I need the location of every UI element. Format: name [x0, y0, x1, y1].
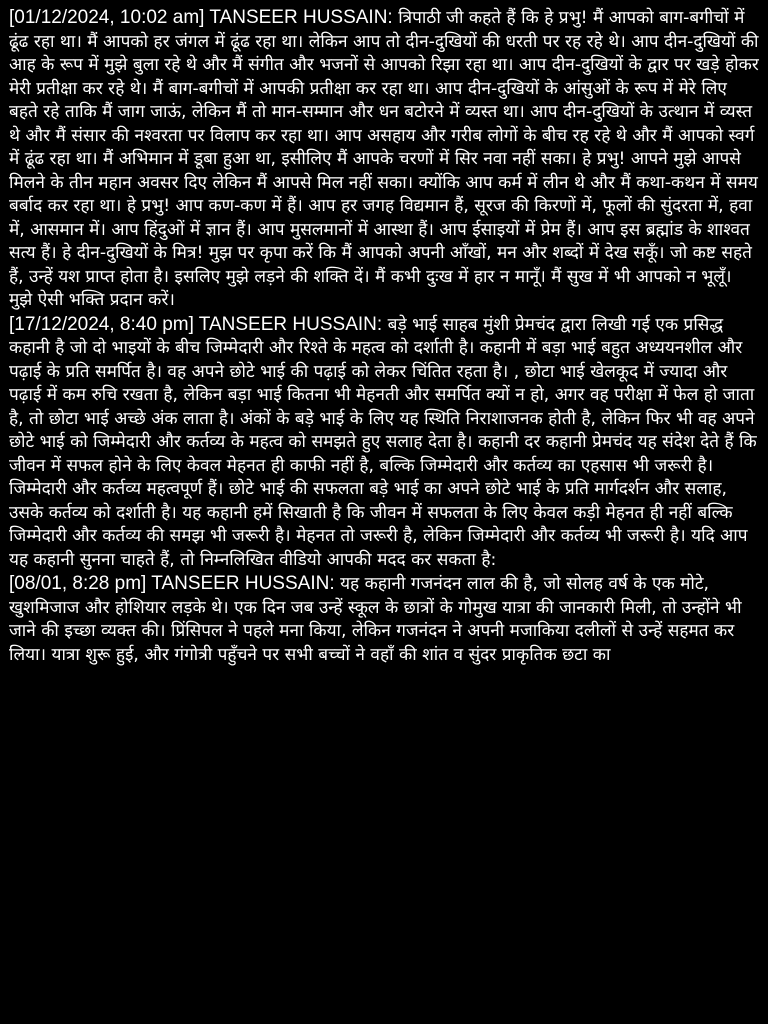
chat-message [9, 572, 760, 667]
message-text: त्रिपाठी जी कहते हैं कि हे प्रभु! मैं आपको बाग-बगीचों में ढूंढ रहा था। मैं आपको हर जंगल में ढूंढ रहा था। लेकिन आप तो दीन-दुखियों की धरती पर रह रहे थे। आप दीन-दुखियों की आह के रूप में मुझे बुला रहे थे और मैं संगीत और भजनों से आपको रिझा रहा था। आप दीन-दुखियों के द्वार पर खड़े होकर मेरी प्रतीक्षा कर रहे थे। मैं बाग-बगीचों में आपकी प्रतीक्षा कर रहा था। आप दीन-दुखियों के आंसुओं के रूप में मेरे लिए बहते रहे ताकि मैं जाग जाऊं, लेकिन मैं तो मान-सम्मान और धन बटोरने में व्यस्त था। आप दीन-दुखियों के उत्थान में व्यस्त थे और मैं संसार की नश्वरता पर विलाप कर रहा था। आप असहाय और गरीब लोगों के बीच रह रहे थे और मैं आपको स्वर्ग में ढूंढ रहा था। मैं अभिमान में डूबा हुआ था, इसीलिए मैं आपके चरणों में सिर नवा नहीं सका। हे प्रभु! आपने मुझे आपसे मिलने के तीन महान अवसर दिए लेकिन मैं आपसे मिल नहीं सका। क्योंकि आप कर्म में लीन थे और मैं कथा-कथन में समय बर्बाद कर रहा था। हे प्रभु! आप कण-कण में हैं। आप हर जगह विद्यमान हैं, सूरज की किरणों में, फूलों की सुंदरता में, हवा में, आसमान में। आप हिंदुओं में ज्ञान हैं। आप मुसलमानों में आस्था हैं। आप ईसाइयों में प्रेम हैं। आप इस ब्रह्मांड के शाश्वत सत्य हैं। हे दीन-दुखियों के मित्र! मुझ पर कृपा करें कि मैं आपको अपनी आँखों, मन और शब्दों में देख सकूँ। जो कष्ट सहते हैं, उन्हें यश प्राप्त होता है। इसलिए मुझे लड़ने की शक्ति दें। मैं कभी दुःख में हार न मानूँ। मैं सुख में भी आपको न भूलूँ। मुझे ऐसी भक्ति प्रदान करें। [9, 8, 759, 310]
message-header: [08/01, 8:28 pm] TANSEER HUSSAIN: [9, 573, 335, 594]
message-header: [01/12/2024, 10:02 am] TANSEER HUSSAIN: [9, 7, 393, 28]
message-text: यह कहानी गजनंदन लाल की है, जो सोलह वर्ष के एक मोटे, खुशमिजाज और होशियार लड़के थे। एक दिन जब उन्हें स्कूल के छात्रों के गोमुख यात्रा की जानकारी मिली, तो उन्होंने भी जाने की इच्छा व्यक्त की। प्रिंसिपल ने पहले मना किया, लेकिन गजनंदन ने अपनी मजाकिया दलीलों से उन्हें सहमत कर लिया। यात्रा शुरू हुई, और गंगोत्री पहुँचने पर सभी बच्चों ने वहाँ की शांत व सुंदर प्राकृतिक छटा का [9, 574, 742, 665]
chat-message [9, 6, 760, 313]
chat-message [9, 313, 760, 573]
message-text: बड़े भाई साहब मुंशी प्रेमचंद द्वारा लिखी गई एक प्रसिद्ध कहानी है जो दो भाइयों के बीच जिम्मेदारी और रिश्ते के महत्व को दर्शाती है। कहानी में बड़ा भाई बहुत अध्ययनशील और पढ़ाई के प्रति समर्पित है। वह अपने छोटे भाई की पढ़ाई को लेकर चिंतित रहता है। , छोटा भाई खेलकूद में ज्यादा और पढ़ाई में कम रुचि रखता है, लेकिन बड़ा भाई कितना भी मेहनती और समर्पित क्यों न हो, अगर वह परीक्षा में फेल हो जाता है, तो छोटा भाई अच्छे अंक लाता है। अंकों के बड़े भाई के लिए यह स्थिति निराशाजनक होती है, लेकिन फिर भी वह अपने छोटे भाई को जिम्मेदारी और कर्तव्य के महत्व को समझते हुए सलाह देता है। कहानी दर कहानी प्रेमचंद यह संदेश देते हैं कि जीवन में सफल होने के लिए केवल मेहनत ही काफी नहीं है, बल्कि जिम्मेदारी और कर्तव्य का एहसास भी जरूरी है। जिम्मेदारी और कर्तव्य महत्वपूर्ण हैं। छोटे भाई की सफलता बड़े भाई का अपने छोटे भाई के प्रति मार्गदर्शन और सलाह, उसके कर्तव्य को दर्शाती है। यह कहानी हमें सिखाती है कि जीवन में सफलता के लिए केवल कड़ी मेहनत ही नहीं बल्कि जिम्मेदारी और कर्तव्य की समझ भी जरूरी है। मेहनत तो जरूरी है, लेकिन जिम्मेदारी और कर्तव्य भी जरूरी है। यदि आप यह कहानी सुनना चाहते हैं, तो निम्नलिखित वीडियो आपकी मदद कर सकता है: [9, 314, 757, 570]
message-header: [17/12/2024, 8:40 pm] TANSEER HUSSAIN: [9, 313, 383, 335]
